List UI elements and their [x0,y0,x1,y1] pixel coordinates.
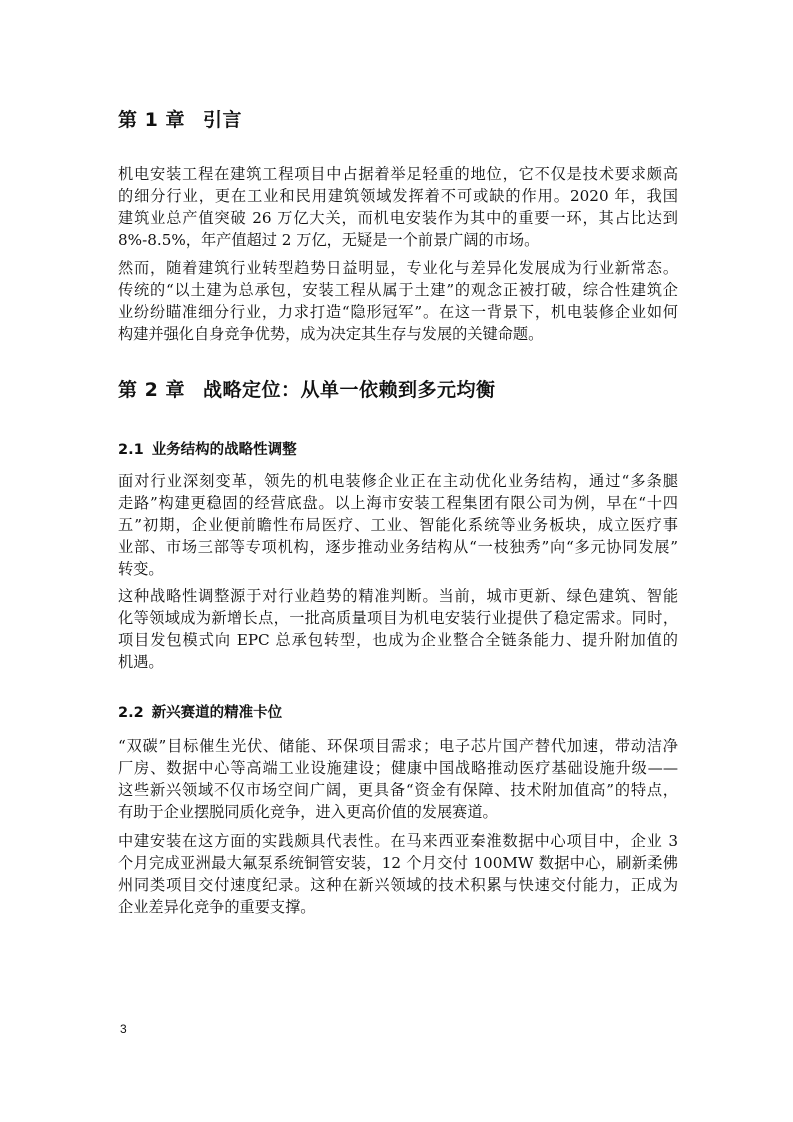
section-2-1-heading [118,438,297,459]
paragraph [118,585,678,673]
text-line: 8%-8.5%，年产值超过 2 万亿，无疑是一个前景广阔的市场。 [118,231,540,249]
text-line: 企业差异化竞争的重要支撑。 [118,898,316,916]
text-line: 五”初期，企业便前瞻性布局医疗、工业、智能化系统等业务板块，成立医疗事 [118,516,678,534]
section-number: 2.1 [118,442,144,458]
text-line: 传统的“以土建为总承包，安装工程从属于土建”的观念正被打破，综合性建筑企 [118,281,678,299]
paragraph [118,470,678,580]
text-line: 然而，随着建筑行业转型趋势日益明显，专业化与差异化发展成为行业新常态。 [118,259,678,277]
text-line: 有助于企业摆脱同质化竞争，进入更高价值的发展赛道。 [118,803,498,821]
text-line: 转变。 [118,560,164,578]
text-line: 业部、市场三部等专项机构，逐步推动业务结构从“一枝独秀”向“多元协同发展” [118,538,678,556]
text-line: 州同类项目交付速度纪录。这种在新兴领域的技术积累与快速交付能力，正成为 [118,876,678,894]
paragraph [118,257,678,345]
section-title: 新兴赛道的精准卡位 [151,705,283,721]
text-line: 这些新兴领域不仅市场空间广阔，更具备“资金有保障、技术附加值高”的特点， [118,781,678,799]
text-line: 构建并强化自身竞争优势，成为决定其生存与发展的关键命题。 [118,325,544,343]
paragraph [118,735,678,823]
section-2-2-heading [118,701,282,722]
text-line: 化等领域成为新增长点，一批高质量项目为机电安装行业提供了稳定需求。同时， [118,609,678,627]
chapter-1-heading [118,105,242,132]
text-line: 的细分行业，更在工业和民用建筑领域发挥着不可或缺的作用。2020 年，我国 [118,187,678,205]
chapter-number: 第 2 章 [118,379,185,401]
section-number: 2.2 [118,705,144,721]
text-line: 面对行业深刻变革，领先的机电装修企业正在主动优化业务结构，通过“多条腿 [118,472,678,490]
page-number: 3 [120,1022,127,1036]
text-line: 业纷纷瞄准细分行业，力求打造“隐形冠军”。在这一背景下，机电装修企业如何 [118,303,678,321]
text-line: 这种战略性调整源于对行业趋势的精准判断。当前，城市更新、绿色建筑、智能 [118,587,678,605]
section-title: 业务结构的战略性调整 [151,442,297,458]
text-line: 个月完成亚洲最大氟泵系统铜管安装，12 个月交付 100MW 数据中心，刷新柔佛 [118,854,678,872]
text-line: 机遇。 [118,653,164,671]
text-line: 项目发包模式向 EPC 总承包转型，也成为企业整合全链条能力、提升附加值的 [118,631,678,649]
paragraph [118,830,678,918]
text-line: “双碳”目标催生光伏、储能、环保项目需求；电子芯片国产替代加速，带动洁净 [118,737,678,755]
paragraph [118,163,678,251]
text-line: 建筑业总产值突破 26 万亿大关，而机电安装作为其中的重要一环，其占比达到 [118,209,678,227]
text-line: 厂房、数据中心等高端工业设施建设；健康中国战略推动医疗基础设施升级—— [118,759,678,777]
chapter-title: 引言 [202,109,242,131]
chapter-number: 第 1 章 [118,109,185,131]
text-line: 机电安装工程在建筑工程项目中占据着举足轻重的地位，它不仅是技术要求颇高 [118,165,678,183]
chapter-2-heading [118,375,495,402]
text-line: 中建安装在这方面的实践颇具代表性。在马来西亚秦淮数据中心项目中，企业 3 [118,832,678,850]
text-line: 走路”构建更稳固的经营底盘。以上海市安装工程集团有限公司为例，早在“十四 [118,494,678,512]
chapter-title: 战略定位：从单一依赖到多元均衡 [202,379,496,401]
